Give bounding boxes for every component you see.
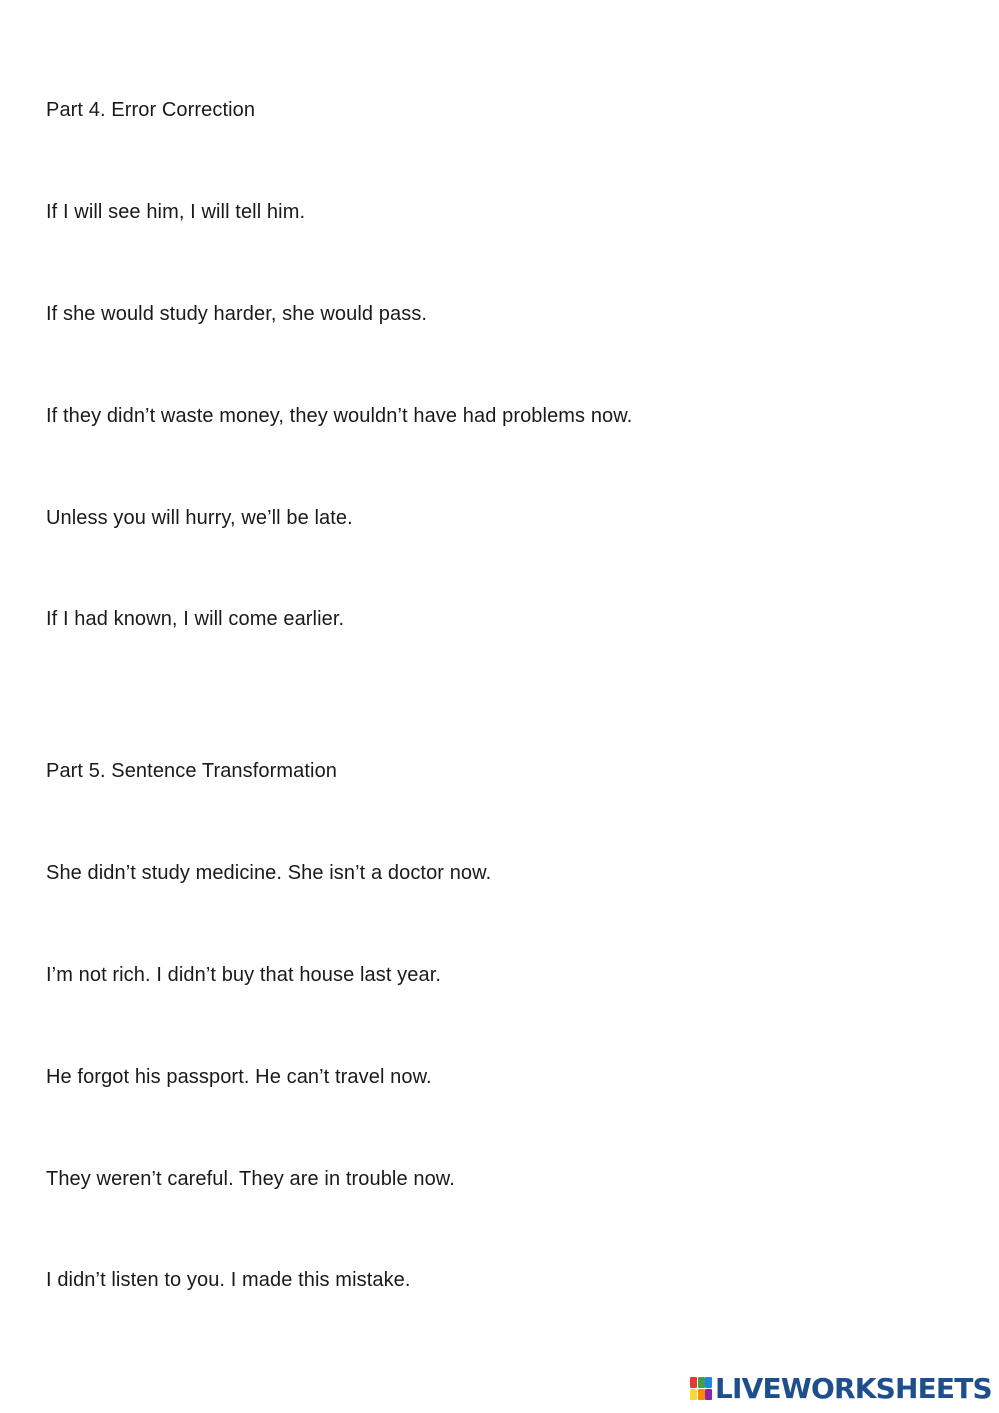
part5-item-4: They weren’t careful. They are in trouble now. (46, 1168, 455, 1190)
part4-item-2: If she would study harder, she would pass. (46, 303, 428, 325)
logo-square (690, 1377, 697, 1388)
part5-item-3: He forgot his passport. He can’t travel now. (46, 1066, 432, 1088)
liveworksheets-logo-icon (690, 1377, 712, 1401)
part4-item-1: If I will see him, I will tell him. (46, 201, 306, 223)
part4-item-5: If I had known, I will come earlier. (46, 608, 345, 630)
part5-item-2: I’m not rich. I didn’t buy that house last year. (46, 964, 442, 986)
part4-item-4: Unless you will hurry, we’ll be late. (46, 507, 353, 529)
part5-item-1: She didn’t study medicine. She isn’t a doctor now. (46, 862, 492, 884)
logo-square (698, 1389, 705, 1400)
logo-square (698, 1377, 705, 1388)
part4-item-3: If they didn’t waste money, they wouldn’t have had problems now. (46, 405, 633, 427)
part5-item-5: I didn’t listen to you. I made this mistake. (46, 1269, 411, 1291)
logo-square (690, 1389, 697, 1400)
logo-square (705, 1389, 712, 1400)
logo-text: LIVEWORKSHEETS (715, 1372, 992, 1405)
part4-heading: Part 4. Error Correction (46, 99, 256, 121)
part5-heading: Part 5. Sentence Transformation (46, 760, 338, 782)
liveworksheets-logo[interactable] (690, 1373, 992, 1405)
logo-square (705, 1377, 712, 1388)
